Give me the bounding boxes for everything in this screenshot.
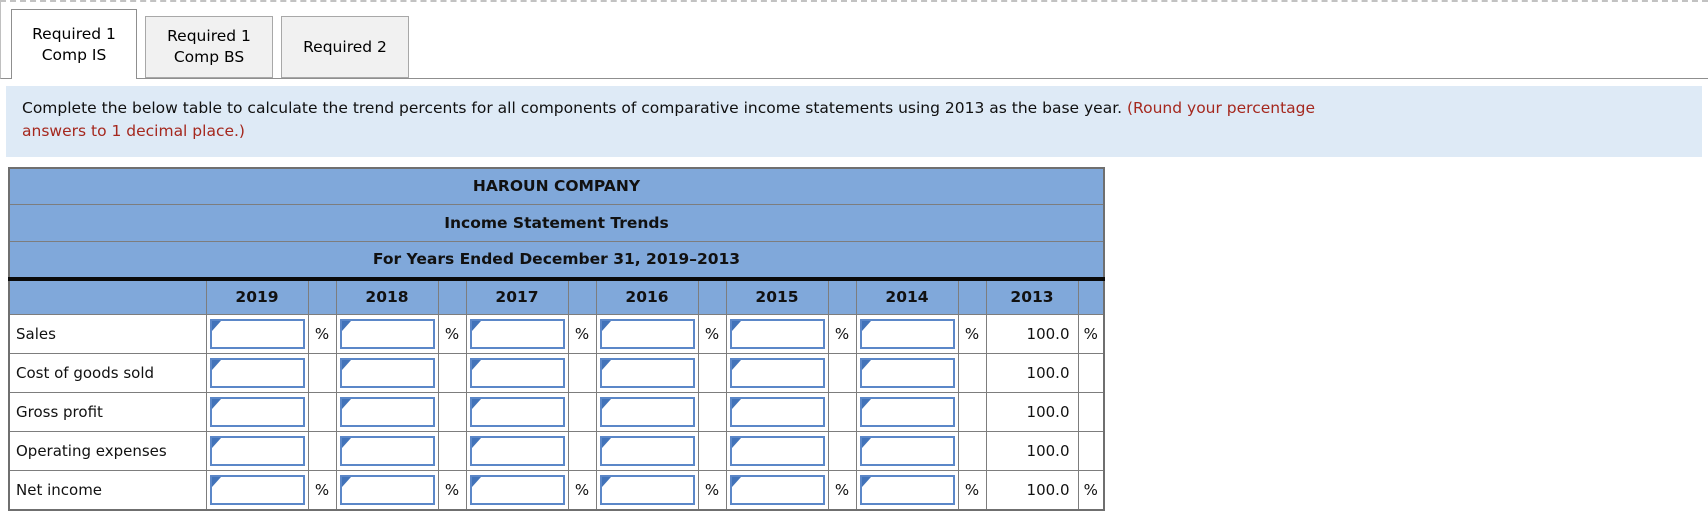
percent-sign xyxy=(1078,432,1104,471)
input-cell xyxy=(596,432,698,471)
input-cell xyxy=(336,471,438,510)
input-cell xyxy=(856,432,958,471)
input-cell xyxy=(726,471,828,510)
answer-flag-icon xyxy=(342,438,351,448)
year-header: 2017 xyxy=(466,279,568,315)
instruction-text: Complete the below table to calculate the trend percents for all components of comparative income statements using 2013 as the base year. xyxy=(22,99,1123,117)
trend-percent-input[interactable] xyxy=(862,477,953,503)
input-cell xyxy=(596,471,698,510)
percent-sign: % xyxy=(828,315,856,354)
percent-sign: % xyxy=(958,315,986,354)
table-subtitle-row xyxy=(9,205,1104,242)
percent-sign xyxy=(1078,393,1104,432)
row-label: Sales xyxy=(9,315,206,354)
percent-spacer xyxy=(308,279,336,315)
income-statement-trends-table xyxy=(8,167,1105,511)
input-cell xyxy=(726,393,828,432)
tab-bar xyxy=(0,2,1708,79)
input-cell xyxy=(726,315,828,354)
trend-percent-input[interactable] xyxy=(342,360,433,386)
percent-spacer xyxy=(438,279,466,315)
trend-percent-input[interactable] xyxy=(862,438,953,464)
input-cell xyxy=(206,354,308,393)
trend-percent-input[interactable] xyxy=(342,477,433,503)
statement-title: Income Statement Trends xyxy=(9,205,1104,242)
table-period-row xyxy=(9,242,1104,279)
answer-flag-icon xyxy=(472,477,481,487)
input-cell xyxy=(206,393,308,432)
trend-percent-input[interactable] xyxy=(212,399,303,425)
answer-flag-icon xyxy=(862,477,871,487)
answer-flag-icon xyxy=(732,321,741,331)
trend-percent-input[interactable] xyxy=(602,438,693,464)
input-cell xyxy=(336,354,438,393)
answer-flag-icon xyxy=(212,321,221,331)
percent-sign xyxy=(438,432,466,471)
row-label: Gross profit xyxy=(9,393,206,432)
base-year-value: 100.0 xyxy=(986,315,1078,354)
percent-sign xyxy=(698,432,726,471)
answer-flag-icon xyxy=(212,438,221,448)
percent-spacer xyxy=(958,279,986,315)
percent-sign xyxy=(698,393,726,432)
answer-flag-icon xyxy=(602,321,611,331)
percent-sign: % xyxy=(1078,471,1104,510)
answer-flag-icon xyxy=(602,477,611,487)
percent-spacer xyxy=(568,279,596,315)
tab-label-line1: Required 1 xyxy=(32,24,116,43)
percent-sign: % xyxy=(308,471,336,510)
year-header: 2016 xyxy=(596,279,698,315)
answer-flag-icon xyxy=(602,360,611,370)
row-label: Operating expenses xyxy=(9,432,206,471)
percent-sign xyxy=(568,393,596,432)
input-cell xyxy=(596,315,698,354)
input-cell xyxy=(726,432,828,471)
trend-percent-input[interactable] xyxy=(472,477,563,503)
tab-required-1-comp-bs[interactable] xyxy=(145,16,273,78)
trend-percent-input[interactable] xyxy=(732,360,823,386)
input-cell xyxy=(336,315,438,354)
tab-label-line2: Comp IS xyxy=(41,45,107,64)
percent-sign xyxy=(828,354,856,393)
percent-sign xyxy=(308,393,336,432)
tab-required-1-comp-is[interactable] xyxy=(11,9,137,79)
answer-flag-icon xyxy=(212,360,221,370)
trend-percent-input[interactable] xyxy=(862,321,953,347)
base-year-value: 100.0 xyxy=(986,393,1078,432)
percent-sign xyxy=(308,432,336,471)
answer-flag-icon xyxy=(732,399,741,409)
trend-percent-input[interactable] xyxy=(212,360,303,386)
trend-percent-input[interactable] xyxy=(732,438,823,464)
input-cell xyxy=(466,315,568,354)
input-cell xyxy=(856,315,958,354)
instruction-note xyxy=(6,86,1702,157)
answer-flag-icon xyxy=(342,477,351,487)
table-title-row xyxy=(9,168,1104,205)
input-cell xyxy=(856,393,958,432)
row-label: Cost of goods sold xyxy=(9,354,206,393)
answer-flag-icon xyxy=(602,399,611,409)
percent-sign xyxy=(828,432,856,471)
base-year-value: 100.0 xyxy=(986,354,1078,393)
year-header: 2019 xyxy=(206,279,308,315)
base-year-value: 100.0 xyxy=(986,471,1078,510)
trend-percent-input[interactable] xyxy=(732,321,823,347)
input-cell xyxy=(206,315,308,354)
percent-sign xyxy=(1078,354,1104,393)
percent-sign xyxy=(958,354,986,393)
answer-flag-icon xyxy=(862,360,871,370)
percent-spacer xyxy=(1078,279,1104,315)
answer-flag-icon xyxy=(862,399,871,409)
year-header: 2014 xyxy=(856,279,958,315)
percent-sign xyxy=(308,354,336,393)
answer-flag-icon xyxy=(472,360,481,370)
table-row-sales xyxy=(9,315,1104,354)
trend-percent-input[interactable] xyxy=(212,321,303,347)
percent-sign: % xyxy=(438,471,466,510)
trend-percent-input[interactable] xyxy=(212,438,303,464)
percent-sign xyxy=(958,393,986,432)
period-label: For Years Ended December 31, 2019–2013 xyxy=(9,242,1104,279)
percent-spacer xyxy=(698,279,726,315)
answer-flag-icon xyxy=(732,360,741,370)
trend-percent-input[interactable] xyxy=(342,399,433,425)
tab-label-line1: Required 1 xyxy=(167,27,251,46)
input-cell xyxy=(596,393,698,432)
row-label-header xyxy=(9,279,206,315)
percent-sign xyxy=(568,432,596,471)
input-cell xyxy=(596,354,698,393)
input-cell xyxy=(726,354,828,393)
year-header-row xyxy=(9,279,1104,315)
base-year-header: 2013 xyxy=(986,279,1078,315)
table-row-operating-expenses xyxy=(9,432,1104,471)
answer-flag-icon xyxy=(472,399,481,409)
input-cell xyxy=(336,393,438,432)
percent-sign xyxy=(438,393,466,432)
input-cell xyxy=(466,354,568,393)
percent-sign xyxy=(568,354,596,393)
percent-sign xyxy=(698,354,726,393)
year-header: 2018 xyxy=(336,279,438,315)
answer-flag-icon xyxy=(212,399,221,409)
percent-sign: % xyxy=(308,315,336,354)
answer-flag-icon xyxy=(602,438,611,448)
input-cell xyxy=(466,471,568,510)
answer-flag-icon xyxy=(732,477,741,487)
answer-flag-icon xyxy=(862,321,871,331)
answer-flag-icon xyxy=(472,321,481,331)
answer-flag-icon xyxy=(862,438,871,448)
percent-sign: % xyxy=(698,315,726,354)
percent-sign: % xyxy=(568,315,596,354)
base-year-value: 100.0 xyxy=(986,432,1078,471)
trend-percent-input[interactable] xyxy=(862,360,953,386)
table-row-net-income xyxy=(9,471,1104,510)
trend-percent-input[interactable] xyxy=(472,399,563,425)
input-cell xyxy=(466,393,568,432)
answer-flag-icon xyxy=(472,438,481,448)
percent-sign xyxy=(438,354,466,393)
answer-flag-icon xyxy=(212,477,221,487)
trend-percent-input[interactable] xyxy=(472,438,563,464)
trend-percent-input[interactable] xyxy=(472,321,563,347)
trend-table-wrapper xyxy=(8,167,1708,511)
percent-sign xyxy=(828,393,856,432)
answer-flag-icon xyxy=(342,399,351,409)
input-cell xyxy=(466,432,568,471)
trend-percent-input[interactable] xyxy=(342,321,433,347)
trend-percent-input[interactable] xyxy=(732,477,823,503)
tab-label-line1: Required 2 xyxy=(303,37,387,56)
percent-sign: % xyxy=(828,471,856,510)
trend-percent-input[interactable] xyxy=(212,477,303,503)
input-cell xyxy=(206,432,308,471)
year-header: 2015 xyxy=(726,279,828,315)
company-name: HAROUN COMPANY xyxy=(9,168,1104,205)
input-cell xyxy=(336,432,438,471)
answer-flag-icon xyxy=(342,360,351,370)
trend-percent-input[interactable] xyxy=(602,360,693,386)
trend-percent-input[interactable] xyxy=(602,477,693,503)
trend-percent-input[interactable] xyxy=(342,438,433,464)
instruction-emphasis: (Round your percentage answers to 1 decimal place.) xyxy=(22,99,1316,141)
trend-percent-input[interactable] xyxy=(602,399,693,425)
percent-sign: % xyxy=(1078,315,1104,354)
input-cell xyxy=(856,354,958,393)
answer-flag-icon xyxy=(342,321,351,331)
row-label: Net income xyxy=(9,471,206,510)
answer-flag-icon xyxy=(732,438,741,448)
trend-percent-input[interactable] xyxy=(732,399,823,425)
input-cell xyxy=(856,471,958,510)
percent-sign: % xyxy=(958,471,986,510)
table-row-cogs xyxy=(9,354,1104,393)
percent-sign: % xyxy=(438,315,466,354)
trend-percent-input[interactable] xyxy=(472,360,563,386)
table-row-gross-profit xyxy=(9,393,1104,432)
percent-sign: % xyxy=(698,471,726,510)
trend-percent-input[interactable] xyxy=(862,399,953,425)
percent-sign xyxy=(958,432,986,471)
tab-label-line2: Comp BS xyxy=(173,48,245,66)
percent-sign: % xyxy=(568,471,596,510)
tab-required-2[interactable] xyxy=(281,16,409,78)
input-cell xyxy=(206,471,308,510)
trend-percent-input[interactable] xyxy=(602,321,693,347)
percent-spacer xyxy=(828,279,856,315)
